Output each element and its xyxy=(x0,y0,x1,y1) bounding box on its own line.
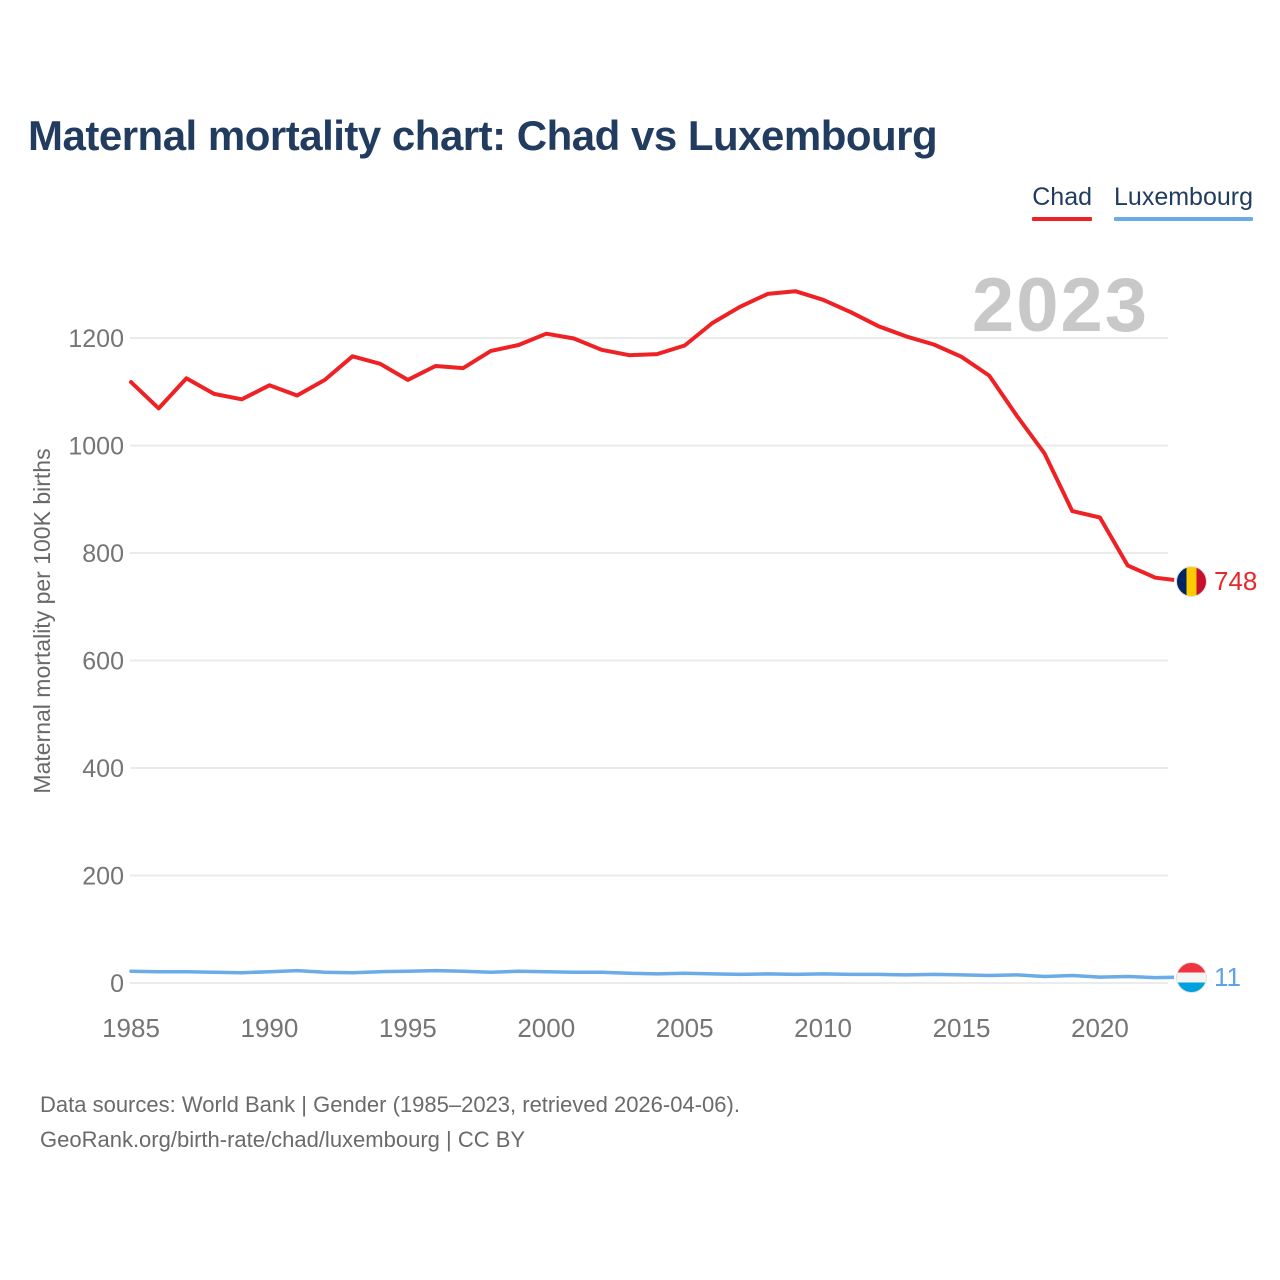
luxembourg-end-label xyxy=(1176,962,1241,993)
x-tick-label: 2015 xyxy=(932,1013,991,1043)
x-tick-label: 2020 xyxy=(1071,1013,1129,1043)
legend-label-chad: Chad xyxy=(1032,183,1093,211)
x-tick-label: 1995 xyxy=(378,1013,437,1043)
footer-attribution-line: GeoRank.org/birth-rate/chad/luxembourg | CC BY xyxy=(40,1127,526,1152)
legend-label-luxembourg: Luxembourg xyxy=(1114,183,1253,211)
current-year-watermark: 2023 xyxy=(971,263,1149,348)
y-tick-label: 0 xyxy=(110,970,124,998)
x-tick-label: 2005 xyxy=(655,1013,714,1043)
luxembourg-flag-icon xyxy=(1176,962,1207,993)
y-tick-label: 1200 xyxy=(68,325,124,353)
legend-item-chad[interactable] xyxy=(1032,183,1092,221)
legend-item-luxembourg[interactable] xyxy=(1114,183,1253,221)
x-tick-label: 1990 xyxy=(240,1013,299,1043)
legend xyxy=(1032,183,1253,221)
footer-sources-line: Data sources: World Bank | Gender (1985–2023, retrieved 2026-04-06). xyxy=(40,1092,740,1117)
x-tick-label: 2010 xyxy=(794,1013,853,1043)
x-tick-label: 2000 xyxy=(517,1013,576,1043)
y-tick-label: 200 xyxy=(82,862,124,891)
chad-end-value: 748 xyxy=(1214,566,1258,596)
y-tick-label: 1000 xyxy=(68,432,124,461)
legend-underline-chad xyxy=(1032,217,1092,221)
chad-line xyxy=(131,291,1183,581)
chart-title: Maternal mortality chart: Chad vs Luxembourg xyxy=(28,112,938,159)
y-axis-title: Maternal mortality per 100K births xyxy=(29,448,55,794)
legend-underline-luxembourg xyxy=(1114,217,1253,221)
x-tick-label: 1985 xyxy=(102,1013,160,1043)
y-tick-label: 400 xyxy=(82,755,124,783)
y-tick-label: 800 xyxy=(82,540,124,568)
luxembourg-line xyxy=(131,971,1183,978)
chad-flag-icon xyxy=(1176,566,1207,597)
footer xyxy=(40,1087,740,1157)
y-tick-label: 600 xyxy=(82,647,124,676)
luxembourg-end-value: 11 xyxy=(1214,962,1241,992)
chad-end-label xyxy=(1176,566,1257,597)
